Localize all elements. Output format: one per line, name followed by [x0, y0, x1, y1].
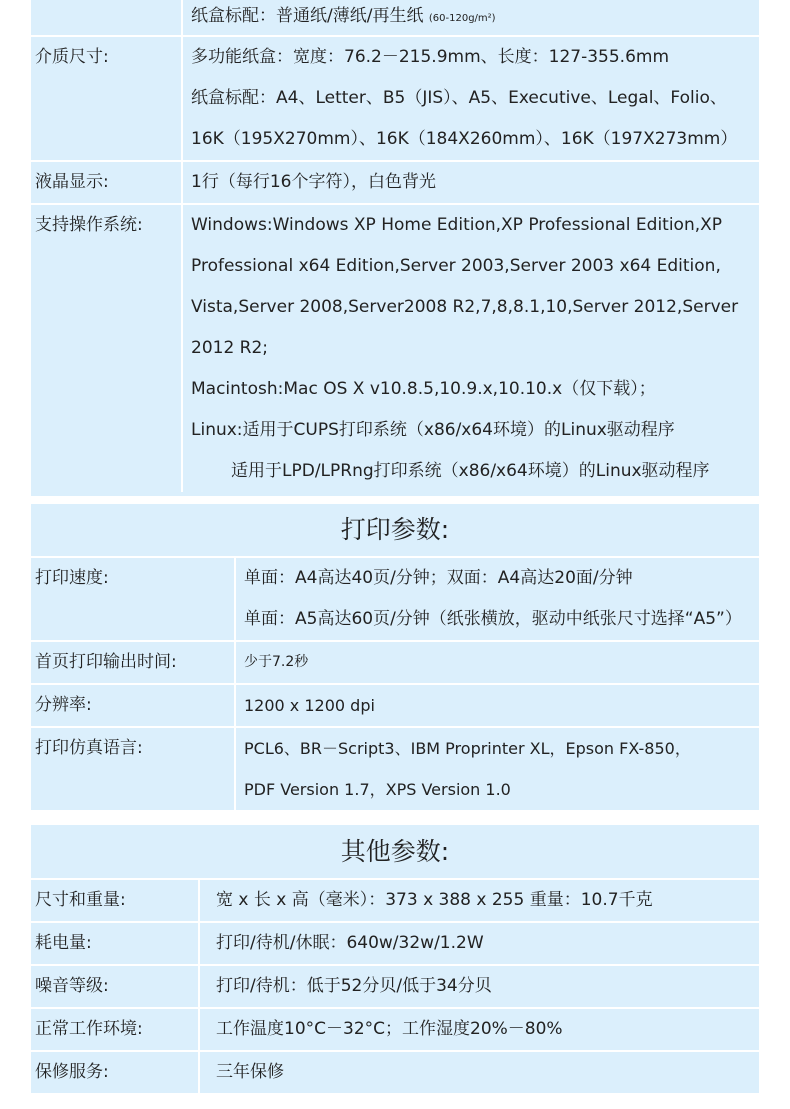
- row-label: 首页打印输出时间:: [31, 642, 236, 683]
- value-line: 多功能纸盒：宽度：76.2－215.9mm、长度：127-355.6mm: [191, 47, 670, 67]
- noise-row: [31, 966, 759, 1009]
- print-params-title: 打印参数:: [31, 504, 759, 558]
- row-label: 介质尺寸:: [31, 37, 183, 160]
- row-label: 保修服务:: [31, 1052, 200, 1093]
- value-line: 16K（195X270mm）、16K（184X260mm）、16K（197X273mm）: [191, 129, 738, 149]
- value-line: Vista,Server 2008,Server2008 R2,7,8,8.1,10,Server 2012,Server: [191, 297, 739, 317]
- row-value: [236, 642, 759, 683]
- other-params-title: 其他参数:: [31, 825, 759, 880]
- row-label: 打印速度:: [31, 558, 236, 640]
- size-weight-row: [31, 880, 759, 923]
- value-line: 纸盒标配：A4、Letter、B5（JIS）、A5、Executive、Legal、Folio、: [191, 88, 727, 108]
- row-value: [183, 205, 759, 492]
- value-line: Professional x64 Edition,Server 2003,Server 2003 x64 Edition,: [191, 256, 721, 276]
- row-value: [183, 0, 759, 35]
- value-line: PDF Version 1.7，XPS Version 1.0: [244, 780, 511, 799]
- emulation-row: [31, 728, 759, 810]
- value-line: 工作温度10°C－32°C；工作湿度20%－80%: [216, 1019, 563, 1039]
- row-label: 耗电量:: [31, 923, 200, 964]
- row-value: [200, 923, 759, 964]
- row-label: 打印仿真语言:: [31, 728, 236, 810]
- value-line: 1200 x 1200 dpi: [244, 696, 375, 715]
- row-label: 正常工作环境:: [31, 1009, 200, 1050]
- value-line: 单面：A4高达40页/分钟；双面：A4高达20面/分钟: [244, 568, 633, 588]
- warranty-row: [31, 1052, 759, 1093]
- row-value: [183, 37, 759, 160]
- value-line: 2012 R2;: [191, 338, 269, 358]
- row-value: [200, 1009, 759, 1050]
- row-label: [31, 0, 183, 35]
- row-value: [236, 728, 759, 810]
- media-size-row: [31, 37, 759, 162]
- value-line: 少于7.2秒: [244, 654, 309, 670]
- value-line: 打印/待机/休眠：640w/32w/1.2W: [216, 933, 484, 953]
- value-line: Linux:适用于CUPS打印系统（x86/x64环境）的Linux驱动程序: [191, 420, 675, 440]
- first-page-out-row: [31, 642, 759, 685]
- print-speed-row: [31, 558, 759, 642]
- value-line: 宽 x 长 x 高（毫米）：373 x 388 x 255 重量：10.7千克: [216, 890, 653, 910]
- row-value: [236, 558, 759, 640]
- value-line: 三年保修: [216, 1062, 284, 1082]
- row-value: [200, 1052, 759, 1093]
- paper-weight-note: (60-120g/m²): [428, 13, 496, 24]
- value-line: 1行（每行16个字符），白色背光: [191, 172, 436, 192]
- specs-table-media: [31, 0, 759, 496]
- power-row: [31, 923, 759, 966]
- resolution-row: [31, 685, 759, 728]
- specs-table-other: [31, 880, 759, 1093]
- value-line: 适用于LPD/LPRng打印系统（x86/x64环境）的Linux驱动程序: [231, 461, 710, 481]
- row-label: 分辨率:: [31, 685, 236, 726]
- lcd-display-row: [31, 162, 759, 205]
- value-line: 打印/待机：低于52分贝/低于34分贝: [216, 976, 492, 996]
- value-line: 单面：A5高达60页/分钟（纸张横放，驱动中纸张尺寸选择“A5”）: [244, 609, 742, 629]
- row-value: [200, 966, 759, 1007]
- row-value: [200, 880, 759, 921]
- environment-row: [31, 1009, 759, 1052]
- row-value: [236, 685, 759, 726]
- row-label: 尺寸和重量:: [31, 880, 200, 921]
- row-label: 噪音等级:: [31, 966, 200, 1007]
- value-line: PCL6、BR－Script3、IBM Proprinter XL，Epson FX-850，: [244, 739, 691, 758]
- row-label: 支持操作系统:: [31, 205, 183, 492]
- tray-paper-type-row: [31, 0, 759, 37]
- supported-os-row: [31, 205, 759, 496]
- row-label: 液晶显示:: [31, 162, 183, 203]
- value-line: Windows:Windows XP Home Edition,XP Professional Edition,XP: [191, 215, 723, 235]
- row-value: [183, 162, 759, 203]
- value-line: Macintosh:Mac OS X v10.8.5,10.9.x,10.10.x（仅下载）；: [191, 379, 656, 399]
- tray-paper-type-value: 纸盒标配：普通纸/薄纸/再生纸: [191, 6, 424, 26]
- specs-table-print: [31, 558, 759, 810]
